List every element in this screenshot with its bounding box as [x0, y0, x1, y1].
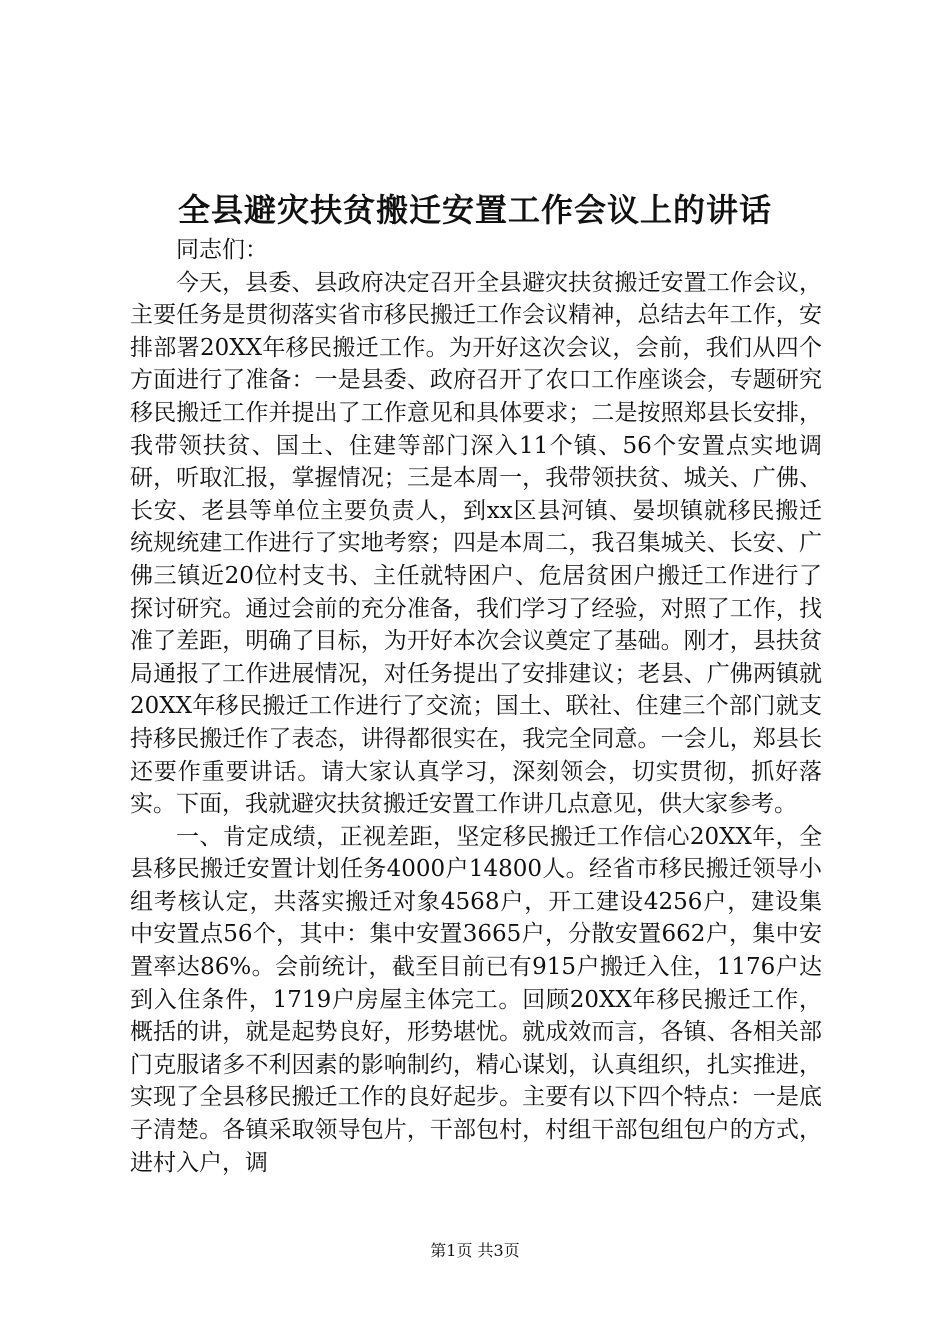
paragraph-opening: 今天，县委、县政府决定召开全县避灾扶贫搬迁安置工作会议，主要任务是贯彻落实省市移民搬迁工作会议精神，总结去年工作，安排部署20XX年移民搬迁工作。为开好这次会议，会前，我们从四个方面进行了准备：一是县委、政府召开了农口工作座谈会，专题研究移民搬迁工作并提出了工作意见和具体要求；二是按照郑县长安排，我带领扶贫、国土、住建等部门深入11个镇、56个安置点实地调研，听取汇报，掌握情况；三是本周一，我带领扶贫、城关、广佛、长安、老县等单位主要负责人，到xx区县河镇、晏坝镇就移民搬迁统规统建工作进行了实地考察；四是本周二，我召集城关、长安、广佛三镇近20位村支书、主任就特困户、危居贫困户搬迁工作进行了探讨研究。通过会前的充分准备，我们学习了经验，对照了工作，找准了差距，明确了目标，为开好本次会议奠定了基础。刚才，县扶贫局通报了工作进展情况，对任务提出了安排建议；老县、广佛两镇就20XX年移民搬迁工作进行了交流；国土、联社、住建三个部门就支持移民搬迁作了表态，讲得都很实在，我完全同意。一会儿，郑县长还要作重要讲话。请大家认真学习，深刻领会，切实贯彻，抓好落实。下面，我就避灾扶贫搬迁安置工作讲几点意见，供大家参考。: [130, 269, 822, 818]
document-body: [130, 234, 822, 1179]
salutation: 同志们：: [176, 237, 268, 263]
page-footer: 第1页 共3页: [430, 1241, 520, 1260]
document-title: 全县避灾扶贫搬迁安置工作会议上的讲话: [177, 191, 772, 229]
paragraph-section-one: 一、肯定成绩，正视差距，坚定移民搬迁工作信心20XX年，全县移民搬迁安置计划任务4000户14800人。经省市移民搬迁领导小组考核认定，共落实搬迁对象4568户，开工建设4256户，建设集中安置点56个，其中：集中安置3665户，分散安置662户，集中安置率达86%。会前统计，截至目前已有915户搬迁入住，1176户达到入住条件，1719户房屋主体完工。回顾20XX年移民搬迁工作，概括的讲，就是起势良好，形势堪忧。就成效而言，各镇、各相关部门克服诸多不利因素的影响制约，精心谋划，认真组织，扎实推进，实现了全县移民搬迁工作的良好起步。主要有以下四个特点：一是底子清楚。各镇采取领导包片，干部包村，村组干部包组包户的方式，进村入户，调: [130, 823, 822, 1176]
